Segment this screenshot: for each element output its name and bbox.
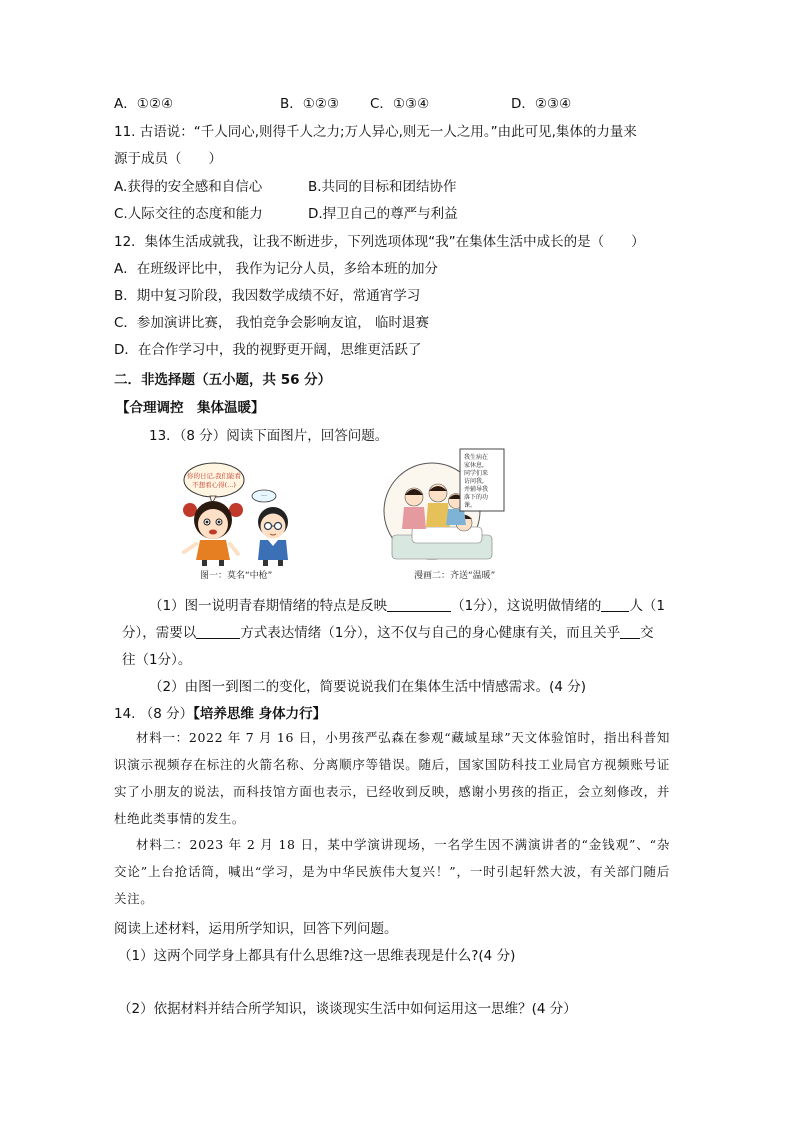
section2-title: 二．非选择题（五小题，共 56 分） <box>114 372 332 388</box>
figure1-illustration <box>172 460 312 568</box>
q11-stem-line2: 源于成员（ ） <box>114 151 222 167</box>
svg-text:···: ··· <box>261 493 267 500</box>
q10-option-d: D．②③④ <box>511 96 572 112</box>
q13-sub1-text-a: （1）图一说明青春期情绪的特点是反映 <box>149 598 388 614</box>
q13-sub1-text-b: （1分），这说明做情绪的 <box>451 598 602 614</box>
figure2-bubble-line6: 落下的功 <box>464 494 489 501</box>
q13-blank-3[interactable] <box>196 624 240 639</box>
figure1-caption: 图一：莫名“中枪” <box>200 571 273 581</box>
q12-option-c: C．参加演讲比赛， 我怕竞争会影响友谊， 临时退赛 <box>114 315 430 331</box>
q13-sub1-text-d: 分），需要以 <box>122 625 197 641</box>
q13-blank-4[interactable] <box>620 624 640 639</box>
figure2-bubble-line1: 我生病在 <box>464 454 489 461</box>
q14-material1: 材料一：2022 年 7 月 16 日，小男孩严弘森在参观“藏域星球”天文体验馆时，指出科普知识演示视频存在标注的火箭名称、分离顺序等错误。随后，国家国防科技工业局官方视频账号证实了小朋友的说法，而科技馆方面也表示，已经收到反映，感谢小男孩的指正，会立刻修改，并杜绝此类事情的发生。 <box>114 730 670 826</box>
q13-blank-2[interactable] <box>601 597 629 612</box>
q13-sub1-text-e: 方式表达情绪（1分），这不仅与自己的身心健康有关，而且关乎 <box>240 625 621 641</box>
figure1-bubble-line2: 不想看心得(...) <box>192 481 236 489</box>
q10-option-a: A．①②④ <box>114 96 174 112</box>
q11-option-b: B.共同的目标和团结协作 <box>308 179 457 195</box>
q11-option-c: C.人际交往的态度和能力 <box>114 206 263 222</box>
figure2-bubble-line2: 家休息, <box>464 462 484 469</box>
q13-sub1-text-c: 人（1 <box>629 598 666 614</box>
q14-sub1: （1）这两个同学身上都具有什么思维?这一思维表现是什么?(4 分) <box>118 948 516 964</box>
q14-material2: 材料二：2023 年 2 月 18 日，某中学演讲现场，一名学生因不满演讲者的“金钱观”、“杂交论”上台抢话筒，喊出“学习，是为中华民族伟大复兴！”，一时引起轩然大波，有关部门随后关注。 <box>114 837 670 906</box>
q11-stem-line1: 11. 古语说：“千人同心,则得千人之力;万人异心,则无一人之用。”由此可见,集体的力量来 <box>114 124 637 140</box>
section2-subtitle: 【合理调控 集体温暖】 <box>116 400 265 416</box>
figure2-bubble-line5: 并辅导我 <box>464 486 489 493</box>
q13-sub1-line2 <box>122 624 654 642</box>
q13-sub1-text-f: 交 <box>640 625 654 641</box>
q12-option-b: B．期中复习阶段，我因数学成绩不好，常通宵学习 <box>114 288 421 304</box>
q14-sub2: （2）依据材料并结合所学知识，谈谈现实生活中如何运用这一思维？(4 分） <box>118 1001 577 1017</box>
q14-instruction: 阅读上述材料，运用所学知识，回答下列问题。 <box>114 921 398 937</box>
q10-option-b: B．①②③ <box>280 96 340 112</box>
q11-option-a: A.获得的安全感和自信心 <box>114 179 263 195</box>
q12-option-d: D．在合作学习中，我的视野更开阔，思维更活跃了 <box>114 342 422 358</box>
q11-option-d: D.捍卫自己的尊严与利益 <box>308 206 458 222</box>
figure2-bubble-line7: 课。 <box>464 502 477 509</box>
figure2-bubble-line4: 访问我, <box>464 478 484 485</box>
q14-header <box>114 705 326 723</box>
q12-option-a: A．在班级评比中， 我作为记分人员，多给本班的加分 <box>114 261 439 277</box>
q10-option-c: C．①③④ <box>370 96 430 112</box>
figure2-caption: 漫画二：齐送“温暖” <box>414 571 496 581</box>
q13-sub1-line1 <box>149 597 665 615</box>
figure2-bubble-line3: 同学们来 <box>464 470 489 477</box>
q13-sub2: （2）由图一到图二的变化，简要说说我们在集体生活中情感需求。(4 分) <box>149 679 587 695</box>
q13-stem: 13．（8 分）阅读下面图片，回答问题。 <box>149 428 389 444</box>
q13-sub1-line3: 往（1分）。 <box>122 652 192 668</box>
q13-blank-1[interactable] <box>387 597 451 612</box>
q14-number: 14. （8 分） <box>114 706 194 722</box>
figure2-illustration <box>382 445 508 567</box>
q12-stem: 12．集体生活成就我，让我不断进步，下列选项体现“我”在集体生活中成长的是（ ） <box>114 234 645 250</box>
figure1-bubble-line1: 你的日记,我们能看 <box>186 472 242 480</box>
q14-tag: 【培养思维 身体力行】 <box>193 706 327 722</box>
